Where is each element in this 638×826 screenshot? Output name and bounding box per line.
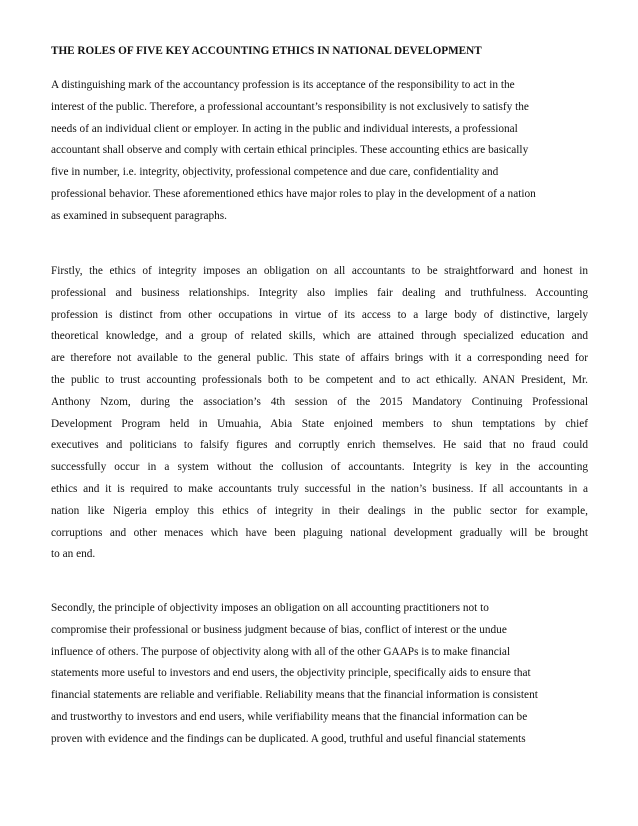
text-line: needs of an individual client or employer. In acting in the public and individual interests, a professional: [51, 122, 518, 135]
text-line: financial statements are reliable and verifiable. Reliability means that the financial information is consistent: [51, 689, 538, 702]
text-line: nation like Nigeria employ this ethics of integrity in their dealings in the public sector for example,: [51, 504, 588, 517]
text-line: five in number, i.e. integrity, objectivity, professional competence and due care, confidentiality and: [51, 166, 499, 179]
text-line: interest of the public. Therefore, a professional accountant’s responsibility is not exclusively to satisfy the: [51, 100, 529, 113]
text-line: ethics and it is required to make accountants truly successful in the nation’s business. If all accountants in a: [51, 482, 588, 495]
text-line: accountant shall observe and comply with certain ethical principles. These accounting ethics are basically: [51, 144, 529, 157]
text-line: profession is distinct from other occupations in virtue of its access to a large body of distinctive, largely: [51, 308, 588, 321]
paragraph-intro: [51, 75, 588, 228]
text-line: theoretical knowledge, and a group of related skills, which are attained through specialized education and: [51, 330, 588, 343]
text-line: statements more useful to investors and end users, the objectivity principle, specifically aids to ensure that: [51, 667, 531, 680]
text-line: to an end.: [51, 548, 96, 561]
text-line: professional and business relationships. Integrity also implies fair dealing and truthfulness. Accounting: [51, 286, 588, 299]
text-line: professional behavior. These aforementioned ethics have major roles to play in the development of a nation: [51, 187, 536, 200]
paragraph-objectivity: [51, 598, 588, 751]
text-line: are therefore not available to the general public. This state of affairs brings with it a corresponding need for: [51, 352, 588, 365]
paragraph-integrity: [51, 261, 588, 566]
text-line: Anthony Nzom, during the association’s 4th session of the 2015 Mandatory Continuing Professional: [51, 395, 588, 408]
text-line: successfully occur in a system without the collusion of accountants. Integrity is key in the accounting: [51, 461, 588, 474]
text-line: corruptions and other menaces which have been plaguing national development gradually will be brought: [51, 526, 588, 539]
document-title: THE ROLES OF FIVE KEY ACCOUNTING ETHICS IN NATIONAL DEVELOPMENT: [51, 45, 482, 57]
text-line: influence of others. The purpose of objectivity along with all of the other GAAPs is to make financial: [51, 645, 511, 658]
text-line: executives and politicians to falsify figures and corruptly enrich themselves. He said that no fraud could: [51, 439, 588, 452]
text-line: the public to trust accounting professionals both to be competent and to act ethically. ANAN President, Mr.: [51, 373, 588, 386]
text-line: proven with evidence and the findings can be duplicated. A good, truthful and useful financial statements: [51, 732, 526, 745]
text-line: as examined in subsequent paragraphs.: [51, 209, 227, 222]
text-line: and trustworthy to investors and end users, while verifiability means that the financial information can be: [51, 710, 528, 723]
text-line: Firstly, the ethics of integrity imposes an obligation on all accountants to be straightforward and honest in: [51, 265, 588, 277]
text-line: Secondly, the principle of objectivity imposes an obligation on all accounting practitioners not to: [51, 602, 489, 614]
text-line: compromise their professional or business judgment because of bias, conflict of interest or the undue: [51, 623, 507, 636]
text-line: A distinguishing mark of the accountancy profession is its acceptance of the responsibility to act in the: [51, 79, 515, 91]
text-line: Development Program held in Umuahia, Abia State enjoined members to shun temptations by chief: [51, 417, 588, 430]
